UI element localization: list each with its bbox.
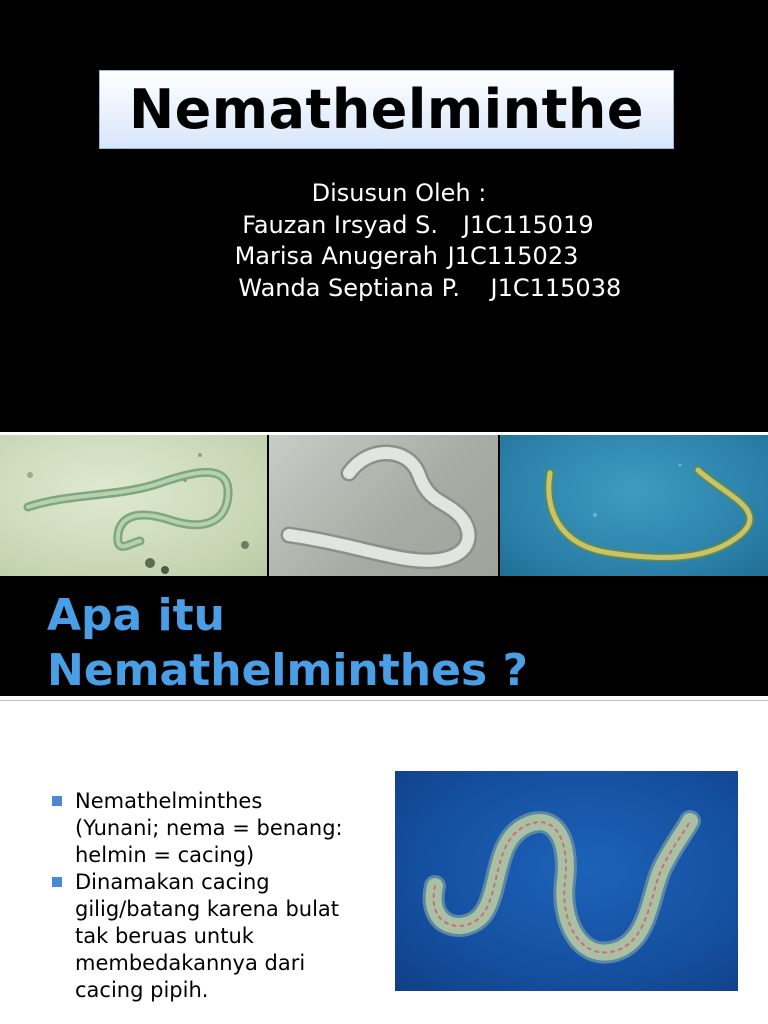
author-row [150, 210, 640, 242]
nematode-photo-large [395, 771, 738, 991]
bullet-text: Dinamakan cacing gilig/batang karena bulat tak beruas untuk membedakannya dari cacing pipih. [75, 870, 340, 1002]
author-name: Fauzan Irsyad S. [242, 210, 438, 239]
author-nim: J1C115038 [490, 273, 622, 302]
bullet-text: Nemathelminthes (Yunani; nema = benang: helmin = cacing) [75, 789, 343, 867]
bullet-marker [52, 877, 62, 887]
section-heading [47, 588, 528, 698]
author-row [150, 241, 640, 273]
nematode-photo-blue [500, 435, 768, 576]
heading-line: Apa itu [47, 590, 225, 641]
title-slide [0, 0, 768, 432]
nematode-photo-grey [269, 435, 497, 576]
nematode-photo-green [0, 435, 267, 576]
section-slide [0, 576, 768, 696]
title-box [99, 70, 674, 149]
heading-line: Nemathelminthes ? [47, 645, 528, 696]
bullet-item [52, 869, 382, 1004]
author-name: Marisa Anugerah [234, 242, 438, 270]
author-nim: J1C115019 [462, 210, 594, 239]
slide-title: Nemathelminthe [128, 78, 645, 141]
author-row [150, 273, 640, 305]
image-strip [0, 435, 768, 576]
bullet-list [52, 788, 382, 1004]
divider [0, 700, 768, 701]
credits-intro: Disusun Oleh : [311, 179, 487, 207]
bullet-item [52, 788, 382, 869]
author-nim: J1C115023 [447, 242, 579, 270]
bullet-marker [52, 796, 62, 806]
author-name: Wanda Septiana P. [238, 273, 460, 302]
credits [150, 178, 640, 304]
